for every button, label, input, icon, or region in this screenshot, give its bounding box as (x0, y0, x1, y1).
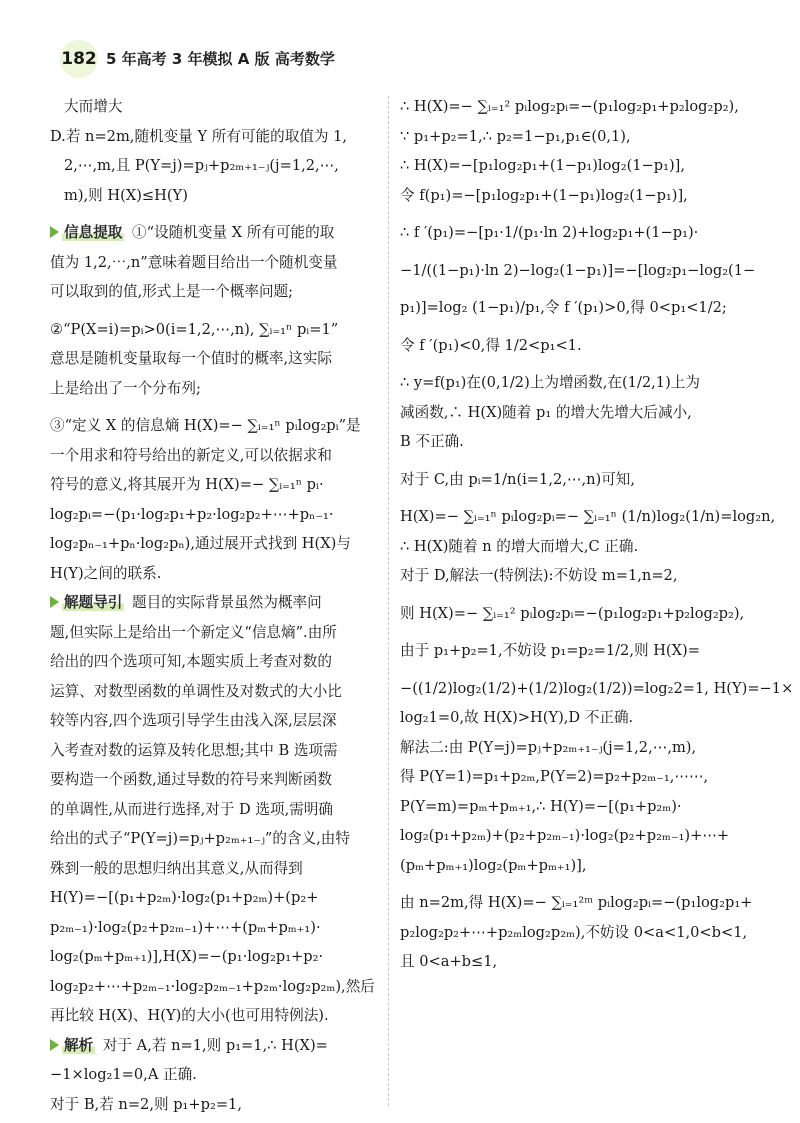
text-line: ①“设随机变量 X 所有可能的取 (127, 224, 335, 241)
text-line: 解法二:由 P(Y=j)=pⱼ+p₂ₘ₊₁₋ⱼ(j=1,2,⋯,m), (400, 738, 697, 756)
page-number-badge: 182 (60, 40, 98, 78)
text-line: 2,⋯,m,且 P(Y=j)=pⱼ+p₂ₘ₊₁₋ⱼ(j=1,2,⋯, (64, 157, 339, 174)
text-line: 值为 1,2,⋯,n”意味着题目给出一个随机变量 (50, 253, 338, 271)
text-line: 对于 C,由 pᵢ=1/n(i=1,2,⋯,n)可知, (400, 470, 636, 488)
text-line: 对于 A,若 n=1,则 p₁=1,∴ H(X)= (98, 1036, 328, 1054)
text-line: 对于 B,若 n=2,则 p₁+p₂=1, (50, 1095, 242, 1113)
text-line: H(X)=− ∑ᵢ₌₁ⁿ pᵢlog₂pᵢ=− ∑ᵢ₌₁ⁿ (1/n)log₂(1/n)=log₂n, (400, 508, 776, 525)
text-line: log₂(p₁+p₂ₘ)+(p₂+p₂ₘ₋₁)·log₂(p₂+p₂ₘ₋₁)+⋯+ (400, 827, 730, 844)
text-line: P(Y=m)=pₘ+pₘ₊₁,∴ H(Y)=−[(p₁+p₂ₘ)· (400, 797, 682, 815)
text-line: 给出的式子“P(Y=j)=pⱼ+p₂ₘ₊₁₋ⱼ”的含义,由特 (50, 830, 350, 847)
book-title: 5 年高考 3 年模拟 A 版 高考数学 (106, 50, 335, 68)
text-line: ∴ f ′(p₁)=−[p₁·1/(p₁·ln 2)+log₂p₁+(1−p₁)· (400, 224, 699, 241)
text-line: 令 f ′(p₁)<0,得 1/2<p₁<1. (400, 336, 582, 354)
text-line: H(Y)=−[(p₁+p₂ₘ)·log₂(p₁+p₂ₘ)+(p₂+ (50, 889, 319, 906)
guide-tag: 解题导引 (50, 588, 127, 618)
analysis-tag: 解析 (50, 1031, 98, 1061)
text-line: −1/((1−p₁)·ln 2)−log₂(1−p₁)]=−[log₂p₁−log₂(1− (400, 261, 756, 279)
text-line: ∵ p₁+p₂=1,∴ p₂=1−p₁,p₁∈(0,1), (400, 127, 631, 145)
text-line: −((1/2)log₂(1/2)+(1/2)log₂(1/2))=log₂2=1, H(Y)=−1× (400, 679, 794, 697)
text-line: (pₘ+pₘ₊₁)log₂(pₘ+pₘ₊₁)], (400, 856, 587, 874)
text-line: 题,但实际上是给出一个新定义“信息熵”.由所 (50, 623, 337, 641)
text-line: ∴ H(X)随着 n 的增大而增大,C 正确. (400, 537, 639, 555)
text-line: 入考查对数的运算及转化思想;其中 B 选项需 (50, 741, 338, 759)
column-divider (388, 96, 389, 1106)
text-line: 得 P(Y=1)=p₁+p₂ₘ,P(Y=2)=p₂+p₂ₘ₋₁,⋯⋯, (400, 768, 709, 785)
text-line: log₂(pₘ+pₘ₊₁)],H(X)=−(p₁·log₂p₁+p₂· (50, 948, 324, 965)
text-line: ∴ H(X)=− ∑ᵢ₌₁² pᵢlog₂pᵢ=−(p₁log₂p₁+p₂log₂p₂), (400, 98, 739, 115)
text-line: 对于 D,解法一(特例法):不妨设 m=1,n=2, (400, 567, 678, 584)
text-line: H(Y)之间的联系. (50, 564, 162, 582)
text-line: 运算、对数型函数的单调性及对数式的大小比 (50, 682, 342, 700)
text-line: 符号的意义,将其展开为 H(X)=− ∑ᵢ₌₁ⁿ pᵢ· (50, 476, 324, 493)
text-line: 殊到一般的思想归纳出其意义,从而得到 (50, 859, 303, 877)
triangle-icon (50, 596, 59, 608)
text-line: 大而增大 (64, 98, 123, 115)
text-line: 意思是随机变量取每一个值时的概率,这实际 (50, 350, 332, 367)
info-extraction-line (50, 218, 376, 248)
text-line: m),则 H(X)≤H(Y) (64, 186, 188, 204)
text-line: 令 f(p₁)=−[p₁log₂p₁+(1−p₁)log₂(1−p₁)], (400, 186, 688, 204)
page-header (60, 40, 760, 80)
text-line: −1×log₂1=0,A 正确. (50, 1066, 197, 1083)
text-line: 减函数,∴ H(X)随着 p₁ 的增大先增大后减小, (400, 403, 692, 421)
right-column (400, 92, 794, 977)
text-line: 较等内容,四个选项引导学生由浅入深,层层深 (50, 712, 337, 729)
info-extraction-tag: 信息提取 (50, 218, 127, 248)
text-line: 的单调性,从而进行选择,对于 D 选项,需明确 (50, 800, 333, 818)
text-line: p₂ₘ₋₁)·log₂(p₂+p₂ₘ₋₁)+⋯+(pₘ+pₘ₊₁)· (50, 918, 321, 936)
text-line: ∴ H(X)=−[p₁log₂p₁+(1−p₁)log₂(1−p₁)], (400, 157, 685, 174)
text-line: 要构造一个函数,通过导数的符号来判断函数 (50, 771, 332, 788)
text-line: ②“P(X=i)=pᵢ>0(i=1,2,⋯,n), ∑ᵢ₌₁ⁿ pᵢ=1” (50, 320, 339, 338)
text-line: 题目的实际背景虽然为概率问 (127, 594, 322, 611)
text-line: 由于 p₁+p₂=1,不妨设 p₁=p₂=1/2,则 H(X)= (400, 642, 700, 659)
text-line: 再比较 H(X)、H(Y)的大小(也可用特例法). (50, 1007, 329, 1024)
text-line: ∴ y=f(p₁)在(0,1/2)上为增函数,在(1/2,1)上为 (400, 374, 700, 391)
text-line: log₂1=0,故 H(X)>H(Y),D 不正确. (400, 709, 634, 726)
text-line: 则 H(X)=− ∑ᵢ₌₁² pᵢlog₂pᵢ=−(p₁log₂p₁+p₂log₂p₂), (400, 604, 745, 622)
text-line: 且 0<a+b≤1, (400, 953, 498, 970)
text-line: p₁)]=log₂ (1−p₁)/p₁,令 f ′(p₁)>0,得 0<p₁<1/2; (400, 299, 727, 316)
left-column (50, 92, 376, 1119)
triangle-icon (50, 226, 59, 238)
text-line: B 不正确. (400, 433, 464, 450)
text-line: p₂log₂p₂+⋯+p₂ₘlog₂p₂ₘ),不妨设 0<a<1,0<b<1, (400, 923, 748, 941)
analysis-line (50, 1031, 376, 1061)
text-line: 由 n=2m,得 H(X)=− ∑ᵢ₌₁²ᵐ pᵢlog₂pᵢ=−(p₁log₂p₁+ (400, 894, 753, 911)
text-line: log₂pᵢ=−(p₁·log₂p₁+p₂·log₂p₂+⋯+pₙ₋₁· (50, 505, 334, 523)
triangle-icon (50, 1039, 59, 1051)
text-line: 上是给出了一个分布列; (50, 379, 201, 397)
text-line: log₂p₂+⋯+p₂ₘ₋₁·log₂p₂ₘ₋₁+p₂ₘ·log₂p₂ₘ),然后 (50, 977, 375, 995)
text-line: 一个用求和符号给出的新定义,可以依据求和 (50, 446, 332, 464)
guide-line (50, 588, 376, 618)
text-line: D.若 n=2m,随机变量 Y 所有可能的取值为 1, (50, 127, 348, 145)
text-line: 可以取到的值,形式上是一个概率问题; (50, 283, 294, 300)
text-line: 给出的四个选项可知,本题实质上考查对数的 (50, 653, 332, 670)
text-line: log₂pₙ₋₁+pₙ·log₂pₙ),通过展开式找到 H(X)与 (50, 535, 351, 552)
text-line: ③“定义 X 的信息熵 H(X)=− ∑ᵢ₌₁ⁿ pᵢlog₂pᵢ”是 (50, 417, 361, 434)
